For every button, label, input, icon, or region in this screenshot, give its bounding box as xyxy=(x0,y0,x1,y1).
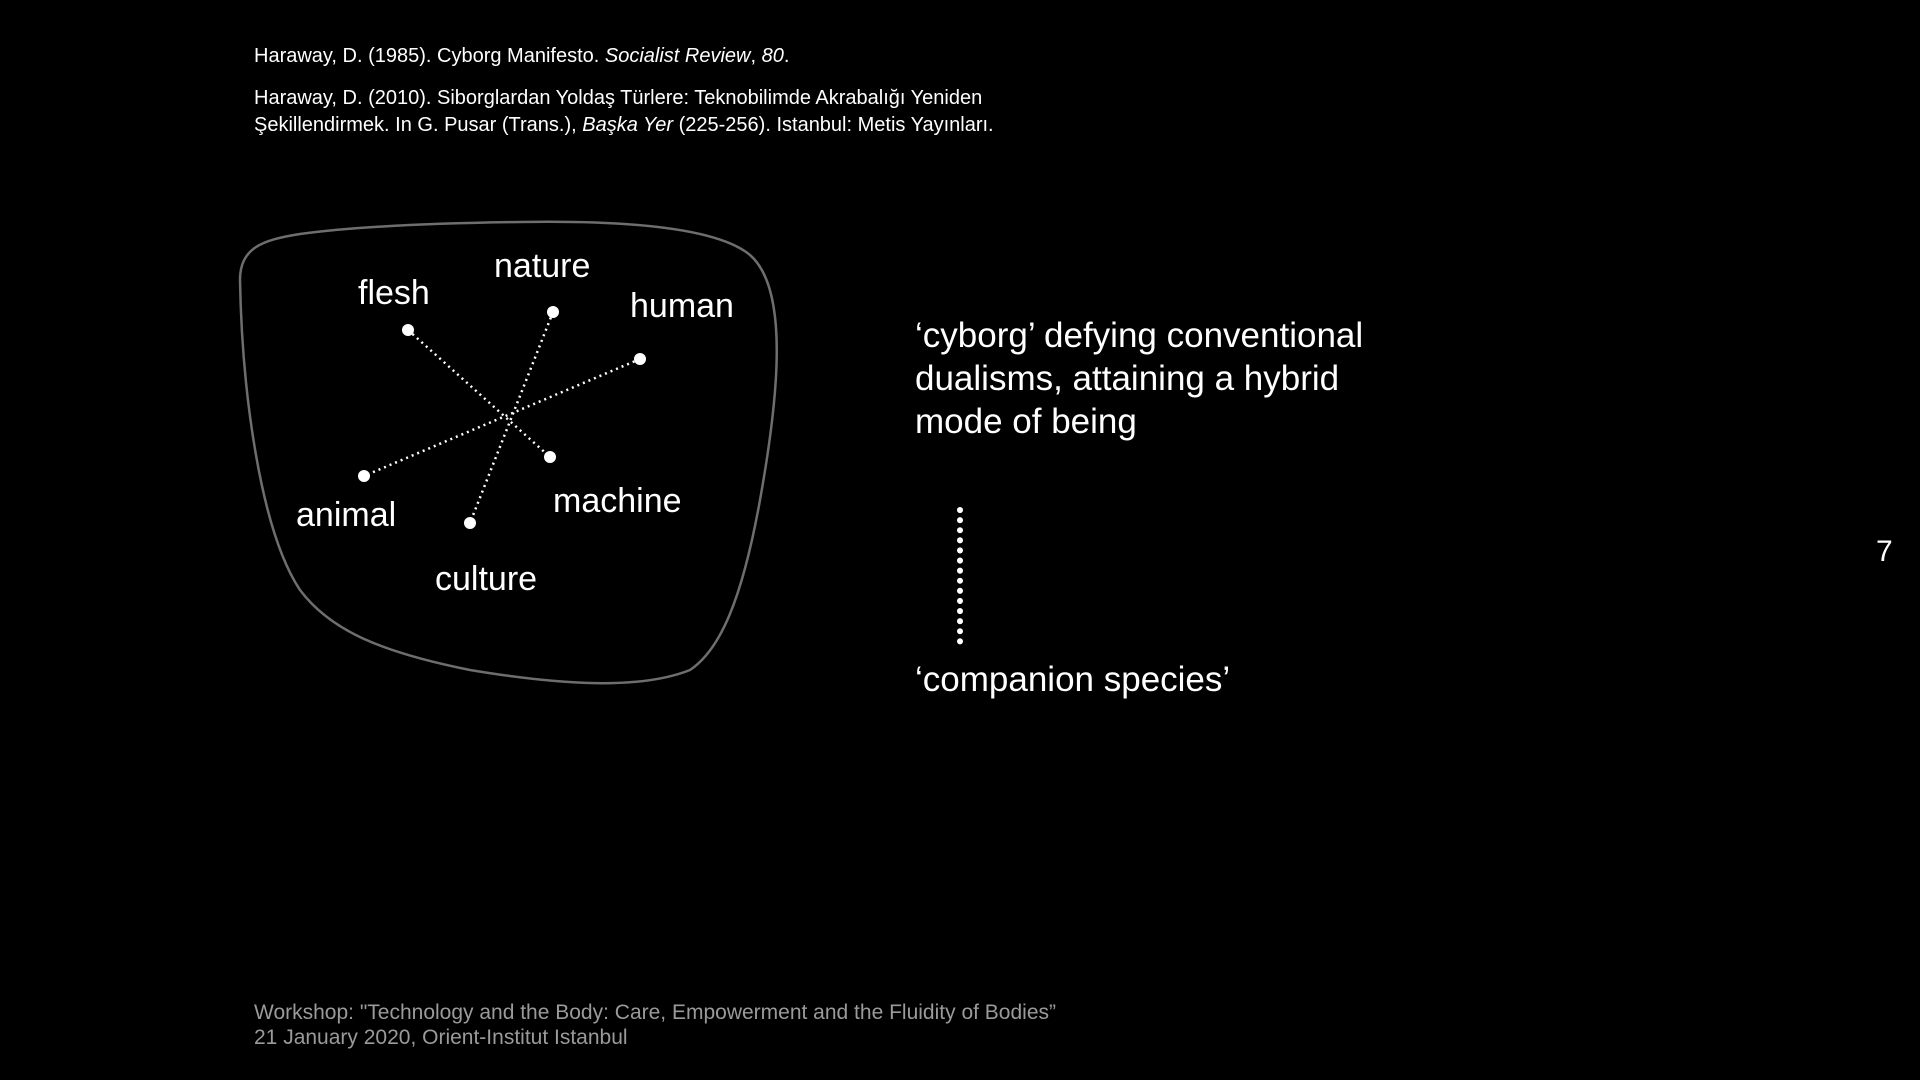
page-number: 7 xyxy=(1876,535,1893,568)
reference-text-run: Haraway, D. (2010). Siborglardan Yoldaş Türlere: Teknobilimde Akrabalığı Yeniden xyxy=(254,87,983,109)
reference-text-run: Haraway, D. (1985). Cyborg Manifesto. xyxy=(254,45,605,67)
link-flesh-machine xyxy=(408,330,550,457)
link-nature-culture xyxy=(470,312,553,523)
reference-italic-run: 80 xyxy=(761,45,784,67)
reference-text-run: , xyxy=(750,45,762,67)
node-dot-flesh xyxy=(402,324,414,336)
node-label-culture: culture xyxy=(435,560,538,598)
footer-workshop-title: Workshop: "Technology and the Body: Care, Empowerment and the Fluidity of Bodies” xyxy=(254,1001,1056,1024)
node-dot-culture xyxy=(464,517,476,529)
node-dot-animal xyxy=(358,470,370,482)
node-label-nature: nature xyxy=(494,247,591,285)
node-label-machine: machine xyxy=(553,482,682,520)
reference-text-run: . xyxy=(783,45,790,67)
node-label-human: human xyxy=(630,287,734,325)
reference-text-run: (225-256). Istanbul: Metis Yayınları. xyxy=(673,114,994,136)
claim-cyborg: ‘cyborg’ defying conventional dualisms, attaining a hybrid mode of being xyxy=(915,316,1364,441)
node-dot-machine xyxy=(544,451,556,463)
reference-text-run: Şekillendirmek. In G. Pusar (Trans.), xyxy=(254,114,583,136)
link-human-animal xyxy=(364,359,640,476)
node-dot-human xyxy=(634,353,646,365)
node-dot-nature xyxy=(547,306,559,318)
node-label-animal: animal xyxy=(296,496,397,534)
reference-italic-run: Socialist Review xyxy=(604,45,751,67)
footer-date-venue: 21 January 2020, Orient-Institut Istanbul xyxy=(254,1026,628,1049)
reference-italic-run: Başka Yer xyxy=(582,114,674,136)
node-label-flesh: flesh xyxy=(358,274,430,312)
claim-companion-species: ‘companion species’ xyxy=(915,660,1231,699)
